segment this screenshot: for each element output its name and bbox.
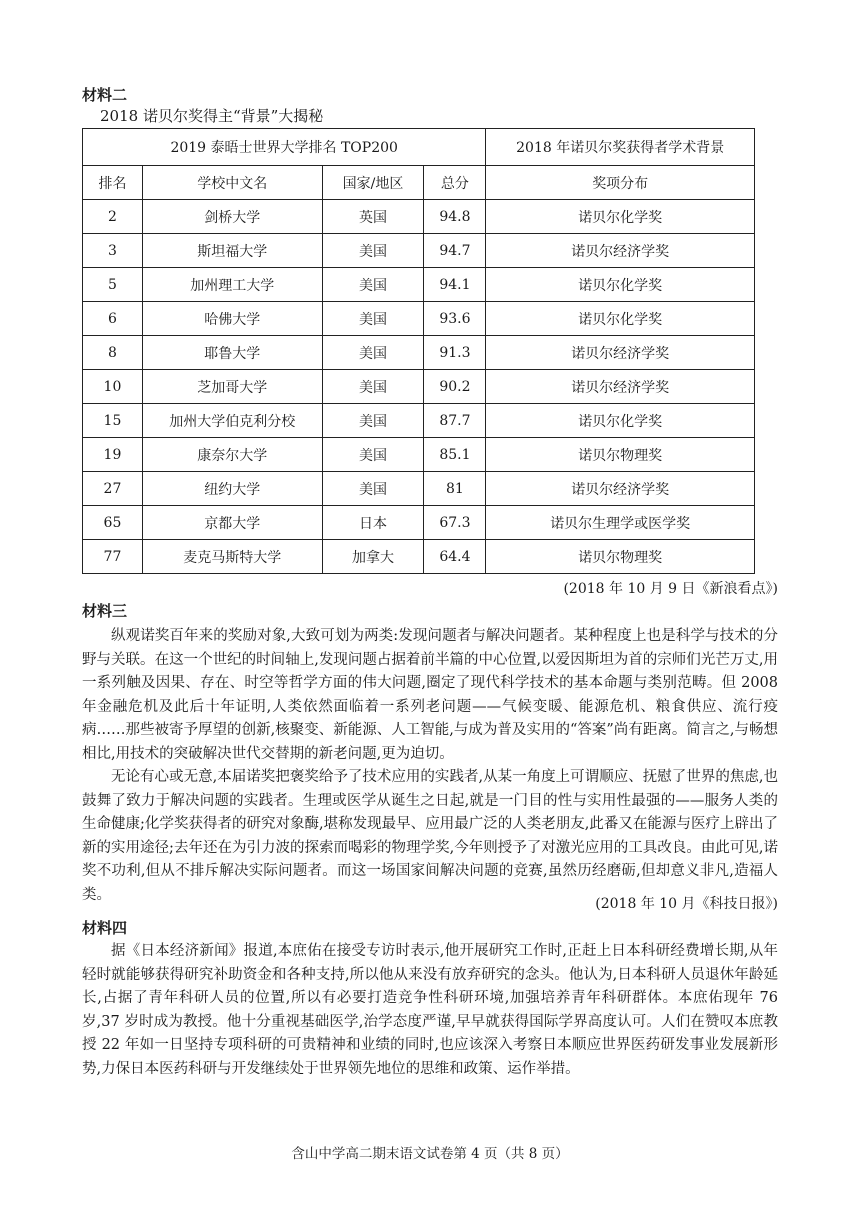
cell-award: 诺贝尔化学奖 xyxy=(486,302,755,336)
table-column-header-row xyxy=(83,166,755,200)
cell-country: 美国 xyxy=(322,234,424,268)
cell-rank: 65 xyxy=(83,506,143,540)
cell-award: 诺贝尔化学奖 xyxy=(486,200,755,234)
cell-school: 麦克马斯特大学 xyxy=(142,540,322,574)
cell-score: 91.3 xyxy=(424,336,486,370)
cell-country: 美国 xyxy=(322,268,424,302)
cell-score: 94.8 xyxy=(424,200,486,234)
table-row xyxy=(83,472,755,506)
material2-heading: 材料二 xyxy=(82,86,128,104)
cell-award: 诺贝尔化学奖 xyxy=(486,404,755,438)
cell-rank: 2 xyxy=(83,200,143,234)
table-row xyxy=(83,370,755,404)
cell-score: 90.2 xyxy=(424,370,486,404)
cell-award: 诺贝尔物理奖 xyxy=(486,540,755,574)
cell-rank: 27 xyxy=(83,472,143,506)
material4-paragraph: 据《日本经济新闻》报道,本庶佑在接受专访时表示,他开展研究工作时,正赶上日本科研经费增长期,从年轻时就能够获得研究补助资金和各种支持,所以他从来没有放弃研究的念头。他认为,日本科研人员退休年龄延长,占据了青年科研人员的位置,所以有必要打造竞争性科研环境,加强培养青年科研群体。本庶佑现年 76 岁,37 岁时成为教授。他十分重视基础医学,治学态度严谨,早早就获得国际学界高度认可。人们在赞叹本庶教授 22 年如一日坚持专项科研的可贵精神和业绩的同时,也应该深入考察日本顺应世界医药研发事业发展新形势,力保日本医药科研与开发继续处于世界领先地位的思维和政策、运作举措。 xyxy=(82,943,778,1077)
cell-score: 94.7 xyxy=(424,234,486,268)
cell-award: 诺贝尔物理奖 xyxy=(486,438,755,472)
table-row xyxy=(83,540,755,574)
group-header-ranking: 2019 泰晤士世界大学排名 TOP200 xyxy=(83,129,486,166)
group-header-nobel: 2018 年诺贝尔奖获得者学术背景 xyxy=(486,129,755,166)
cell-country: 加拿大 xyxy=(322,540,424,574)
table-group-header-row xyxy=(83,129,755,166)
cell-award: 诺贝尔经济学奖 xyxy=(486,370,755,404)
column-header-award: 奖项分布 xyxy=(486,166,755,200)
material4-heading: 材料四 xyxy=(82,919,128,937)
cell-country: 英国 xyxy=(322,200,424,234)
cell-award: 诺贝尔经济学奖 xyxy=(486,336,755,370)
column-header-country: 国家/地区 xyxy=(322,166,424,200)
cell-score: 87.7 xyxy=(424,404,486,438)
cell-score: 94.1 xyxy=(424,268,486,302)
cell-school: 康奈尔大学 xyxy=(142,438,322,472)
cell-award: 诺贝尔化学奖 xyxy=(486,268,755,302)
table-row xyxy=(83,234,755,268)
cell-score: 67.3 xyxy=(424,506,486,540)
cell-school: 斯坦福大学 xyxy=(142,234,322,268)
cell-country: 美国 xyxy=(322,302,424,336)
cell-country: 美国 xyxy=(322,472,424,506)
cell-rank: 77 xyxy=(83,540,143,574)
material3-source: (2018 年 10 月《科技日报》) xyxy=(595,896,778,912)
column-header-school: 学校中文名 xyxy=(142,166,322,200)
cell-school: 哈佛大学 xyxy=(142,302,322,336)
cell-score: 93.6 xyxy=(424,302,486,336)
cell-rank: 10 xyxy=(83,370,143,404)
table-row xyxy=(83,200,755,234)
cell-score: 85.1 xyxy=(424,438,486,472)
cell-rank: 5 xyxy=(83,268,143,302)
cell-school: 京都大学 xyxy=(142,506,322,540)
page-footer: 含山中学高二期末语文试卷第 4 页（共 8 页） xyxy=(291,1146,569,1162)
column-header-score: 总分 xyxy=(424,166,486,200)
table-row xyxy=(83,506,755,540)
cell-school: 纽约大学 xyxy=(142,472,322,506)
cell-rank: 19 xyxy=(83,438,143,472)
column-header-rank: 排名 xyxy=(83,166,143,200)
table-row xyxy=(83,336,755,370)
cell-rank: 3 xyxy=(83,234,143,268)
cell-country: 美国 xyxy=(322,438,424,472)
cell-award: 诺贝尔经济学奖 xyxy=(486,234,755,268)
table-row xyxy=(83,268,755,302)
table-row xyxy=(83,404,755,438)
cell-score: 64.4 xyxy=(424,540,486,574)
cell-school: 耶鲁大学 xyxy=(142,336,322,370)
material2-source: (2018 年 10 月 9 日《新浪看点》) xyxy=(563,581,778,597)
cell-country: 美国 xyxy=(322,336,424,370)
material3-heading: 材料三 xyxy=(82,602,128,620)
cell-score: 81 xyxy=(424,472,486,506)
cell-school: 芝加哥大学 xyxy=(142,370,322,404)
table-row xyxy=(83,438,755,472)
material3-paragraph: 无论有心或无意,本届诺奖把褒奖给予了技术应用的实践者,从某一角度上可谓顺应、抚慰了世界的焦虑,也鼓舞了致力于解决问题的实践者。生理或医学从诞生之日起,就是一门目的性与实用性最强的——服务人类的生命健康;化学奖获得者的研究对象酶,堪称发现最早、应用最广泛的人类老朋友,此番又在能源与医疗上辟出了新的实用途径;去年还在为引力波的探索而喝彩的物理学奖,今年则授予了对激光应用的工具改良。由此可见,诺奖不功利,但从不排斥解决实际问题者。而这一场国家间解决问题的竞赛,虽然历经磨砺,但却意义非凡,造福人类。 xyxy=(82,769,778,903)
cell-country: 美国 xyxy=(322,370,424,404)
cell-school: 加州大学伯克利分校 xyxy=(142,404,322,438)
table-title: 2018 诺贝尔奖得主“背景”大揭秘 xyxy=(100,107,324,125)
cell-school: 剑桥大学 xyxy=(142,200,322,234)
cell-country: 美国 xyxy=(322,404,424,438)
cell-country: 日本 xyxy=(322,506,424,540)
cell-rank: 6 xyxy=(83,302,143,336)
cell-rank: 8 xyxy=(83,336,143,370)
cell-award: 诺贝尔生理学或医学奖 xyxy=(486,506,755,540)
cell-award: 诺贝尔经济学奖 xyxy=(486,472,755,506)
material3-paragraph: 纵观诺奖百年来的奖励对象,大致可划为两类:发现问题者与解决问题者。某种程度上也是科学与技术的分野与关联。在这一个世纪的时间轴上,发现问题占据着前半篇的中心位置,以爱因斯坦为首的宗师们光芒万丈,用一系列触及因果、存在、时空等哲学方面的伟大问题,圈定了现代科学技术的基本命题与类别范畴。但 2008 年金融危机及此后十年证明,人类依然面临着一系列老问题——气候变暖、能源危机、粮食供应、流行疫病……那些被寄予厚望的创新,核聚变、新能源、人工智能,与成为普及实用的“答案”尚有距离。简言之,与畅想相比,用技术的突破解决世代交替期的新老问题,更为迫切。 xyxy=(82,628,778,762)
nobel-university-table xyxy=(82,128,755,574)
cell-school: 加州理工大学 xyxy=(142,268,322,302)
table-row xyxy=(83,302,755,336)
cell-rank: 15 xyxy=(83,404,143,438)
